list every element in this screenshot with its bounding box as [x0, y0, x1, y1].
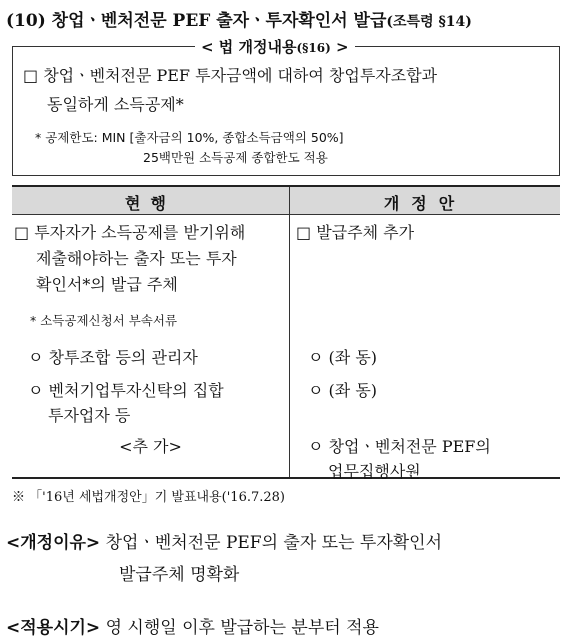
header-current: 현행 — [125, 194, 176, 213]
section-title-main: (10) 창업ㆍ벤처전문 PEF 출자ㆍ투자확인서 발급 — [6, 11, 387, 31]
law-box-label: < 법 개정내용(§16) > — [195, 36, 355, 57]
law-item-line2: 동일하게 소득공제* — [47, 95, 184, 114]
reason-line1: 창업ㆍ벤처전문 PEF의 출자 또는 투자확인서 — [100, 533, 443, 553]
proposed-item: □ 발급주체 추가 — [296, 223, 415, 242]
law-box-item — [23, 61, 437, 119]
current-bullet-2-line1: ㅇ 벤처기업투자신탁의 집합 — [28, 381, 224, 400]
amendment-reason — [6, 527, 442, 591]
current-item-line1: □ 투자자가 소득공제를 받기위해 — [14, 223, 246, 242]
proposed-bullet-2: ㅇ (좌 동) — [308, 381, 378, 400]
current-item — [14, 220, 245, 298]
table-header — [12, 187, 560, 215]
reason-line2: 발급주체 명확화 — [119, 565, 240, 585]
current-bullet-2 — [28, 378, 224, 428]
application-date — [6, 613, 379, 638]
law-amendment-box — [12, 38, 560, 176]
section-title-ref: (조특령 §14) — [386, 14, 472, 30]
law-box-note — [35, 128, 344, 168]
column-divider — [289, 187, 290, 477]
footnote: ※ 「'16년 세법개정안」기 발표내용('16.7.28) — [12, 490, 285, 505]
law-item-line1: □ 창업ㆍ벤처전문 PEF 투자금액에 대하여 창업투자조합과 — [23, 66, 438, 85]
law-note-line2: 25백만원 소득공제 종합한도 적용 — [143, 150, 328, 165]
current-item-line3: 확인서*의 발급 주체 — [36, 275, 178, 294]
comparison-table — [12, 185, 560, 479]
current-item-line2: 제출해야하는 출자 또는 투자 — [36, 249, 237, 268]
reason-label: <개정이유> — [6, 533, 101, 553]
proposed-bullet-1: ㅇ (좌 동) — [308, 348, 378, 367]
current-bullet-1: ㅇ 창투조합 등의 관리자 — [28, 348, 198, 367]
proposed-bullet-3-line2: 업무집행사원 — [328, 462, 421, 481]
current-note: * 소득공제신청서 부속서류 — [30, 313, 178, 328]
current-bullet-2-line2: 투자업자 등 — [48, 406, 131, 425]
law-note-line1: * 공제한도: MIN [출자금의 10%, 종합소득금액의 50%] — [35, 130, 344, 145]
apply-text: 영 시행일 이후 발급하는 분부터 적용 — [100, 618, 379, 638]
section-title — [6, 6, 472, 31]
header-proposed: 개정안 — [383, 194, 467, 213]
apply-label: <적용시기> — [6, 618, 101, 638]
proposed-bullet-3-line1: ㅇ 창업ㆍ벤처전문 PEF의 — [308, 437, 491, 456]
current-bullet-3: <추 가> — [119, 437, 182, 456]
proposed-bullet-3 — [308, 434, 491, 484]
